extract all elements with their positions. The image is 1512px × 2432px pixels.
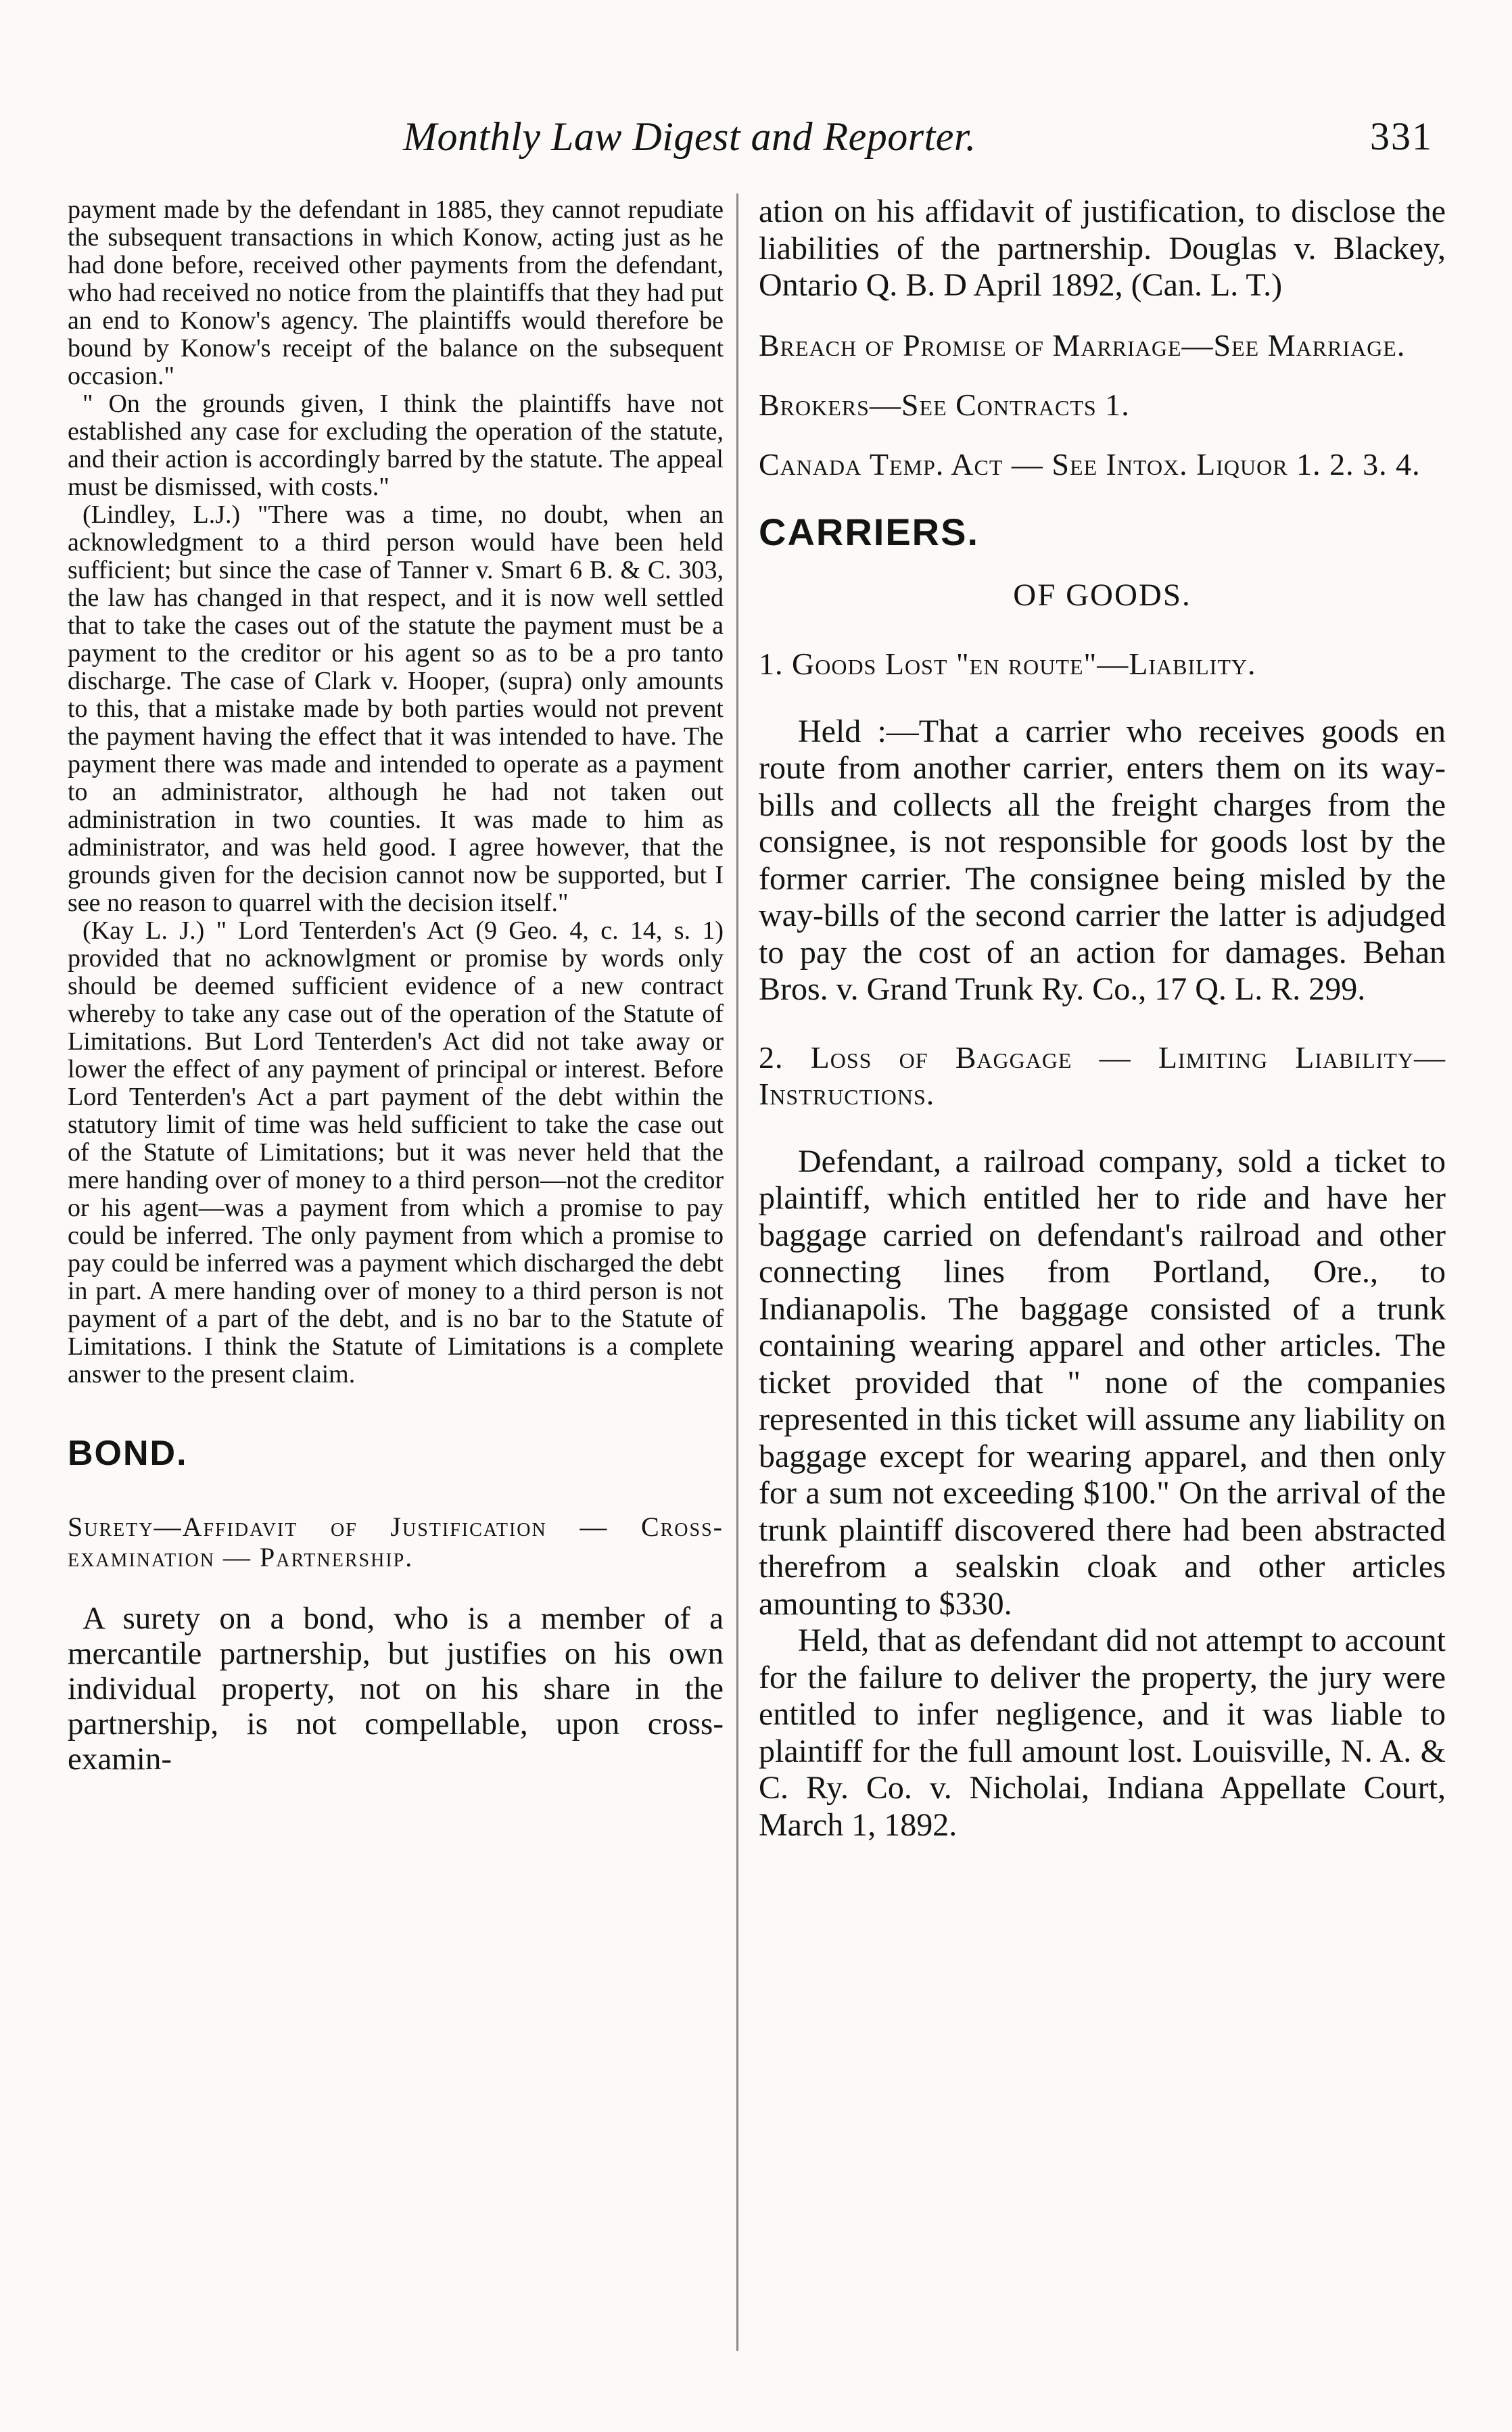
canada-temp-act-reference: Canada Temp. Act — See Intox. Liquor 1. 2. 3. 4.	[759, 446, 1421, 482]
column-divider	[736, 193, 738, 2351]
left-column	[68, 196, 724, 1777]
page-number: 331	[1370, 114, 1433, 158]
surety-text: A surety on a bond, who is a member of a mercantile partnership, but justifies on his own individual property, not on his share in the partnership, is not compellable, upon cross-examin-	[68, 1601, 724, 1777]
baggage-topic: 2. Loss of Baggage — Limiting Liability—Instructions.	[759, 1039, 1446, 1111]
goods-lost-holding: Held :—That a carrier who receives goods en route from another carrier, enters them on its way-bills and collects all the freight charges from the consignee, is not responsible for goods lost by the former carrier. The consignee being misled by the way-bills of the second carrier the latter is adjudged to pay the cost of an action for damages. Behan Bros. v. Grand Trunk Ry. Co., 17 Q. L. R. 299.	[759, 713, 1446, 1007]
breach-of-promise-reference: Breach of Promise of Marriage—See Marriage.	[759, 327, 1406, 363]
bond-heading: BOND.	[68, 1434, 188, 1473]
running-header	[0, 114, 1512, 168]
right-column	[759, 193, 1446, 1844]
paragraph-kay: (Kay L. J.) " Lord Tenterden's Act (9 Geo. 4, c. 14, s. 1) provided that no acknowlgment or promise by words only should be deemed sufficient evidence of a new contract whereby to take any case out of the operation of the Statute of Limitations. But Lord Tenterden's Act did not take away or lower the effect of any payment of principal or interest. Before Lord Tenterden's Act a part payment of the debt within the statutory limit of time was held sufficient to take the case out of the Statute of Limitations; but it was never held that the mere handing over of money to a third person—not the creditor or his agent—was a payment from which a promise to pay could be inferred. The only payment from which a promise to pay could be inferred was a payment which discharged the debt in part. A mere handing over of money to a third person is not payment of a part of the debt, and is no bar to the Statute of Limitations. I think the Statute of Limitations is a complete answer to the present claim.	[68, 916, 724, 1388]
justification-continuation: ation on his affidavit of justification, to disclose the liabilities of the partnership. Douglas v. Blackey, Ontario Q. B. D April 1892, (Can. L. T.)	[759, 193, 1446, 303]
paragraph-lindley: (Lindley, L.J.) "There was a time, no doubt, when an acknowledgment to a third person would have been held sufficient; but since the case of Tanner v. Smart 6 B. & C. 303, the law has changed in that respect, and it is now well settled that to take the cases out of the statute the payment must be a payment to the creditor or his agent so as to be a pro tanto discharge. The case of Clark v. Hooper, (supra) only amounts to this, that a mistake made by both parties would not prevent the payment having the effect that it was intended to have. The payment there was made and intended to operate as a payment to an administrator, although he had not taken out administration in two counties. It was made to him as administrator, and was held good. I agree however, that the grounds given for the decision cannot now be supported, but I see no reason to quarrel with the decision itself."	[68, 500, 724, 917]
running-title: Monthly Law Digest and Reporter.	[403, 114, 976, 159]
paragraph-grounds: " On the grounds given, I think the plaintiffs have not established any case for excluding the operation of the statute, and their action is accordingly barred by the statute. The appeal must be dismissed, with costs."	[68, 390, 724, 501]
judgment-text	[68, 196, 724, 1388]
baggage-holding: Held, that as defendant did not attempt to account for the failure to deliver the property, the jury were entitled to infer negligence, and it was liable to plaintiff for the full amount lost. Louisville, N. A. & C. Ry. Co. v. Nicholai, Indiana Appellate Court, March 1, 1892.	[759, 1622, 1446, 1843]
goods-lost-topic: 1. Goods Lost "en route"—Liability.	[759, 646, 1256, 681]
brokers-reference: Brokers—See Contracts 1.	[759, 387, 1130, 422]
of-goods-subheading: OF GOODS.	[1013, 577, 1191, 613]
paragraph-konow: payment made by the defendant in 1885, they cannot repudiate the subsequent transactions in which Konow, acting just as he had done before, received other payments from the defendant, who had received no notice from the plaintiffs that they had put an end to Konow's agency. The plaintiffs would therefore be bound by Konow's receipt of the balance on the subsequent occasion."	[68, 195, 724, 390]
carriers-heading: CARRIERS.	[759, 510, 980, 553]
surety-topic: Surety—Affidavit of Justification — Cross-examination — Partnership.	[68, 1512, 724, 1572]
baggage-facts: Defendant, a railroad company, sold a ticket to plaintiff, which entitled her to ride and have her baggage carried on defendant's railroad and other connecting lines from Portland, Ore., to Indianapolis. The baggage consisted of a trunk containing wearing apparel and other articles. The ticket provided that " none of the companies represented in this ticket will assume any liability on baggage except for wearing apparel, and then only for a sum not exceeding $100." On the arrival of the trunk plaintiff discovered there had been abstracted therefrom a sealskin cloak and other articles amounting to $330.	[759, 1143, 1446, 1622]
